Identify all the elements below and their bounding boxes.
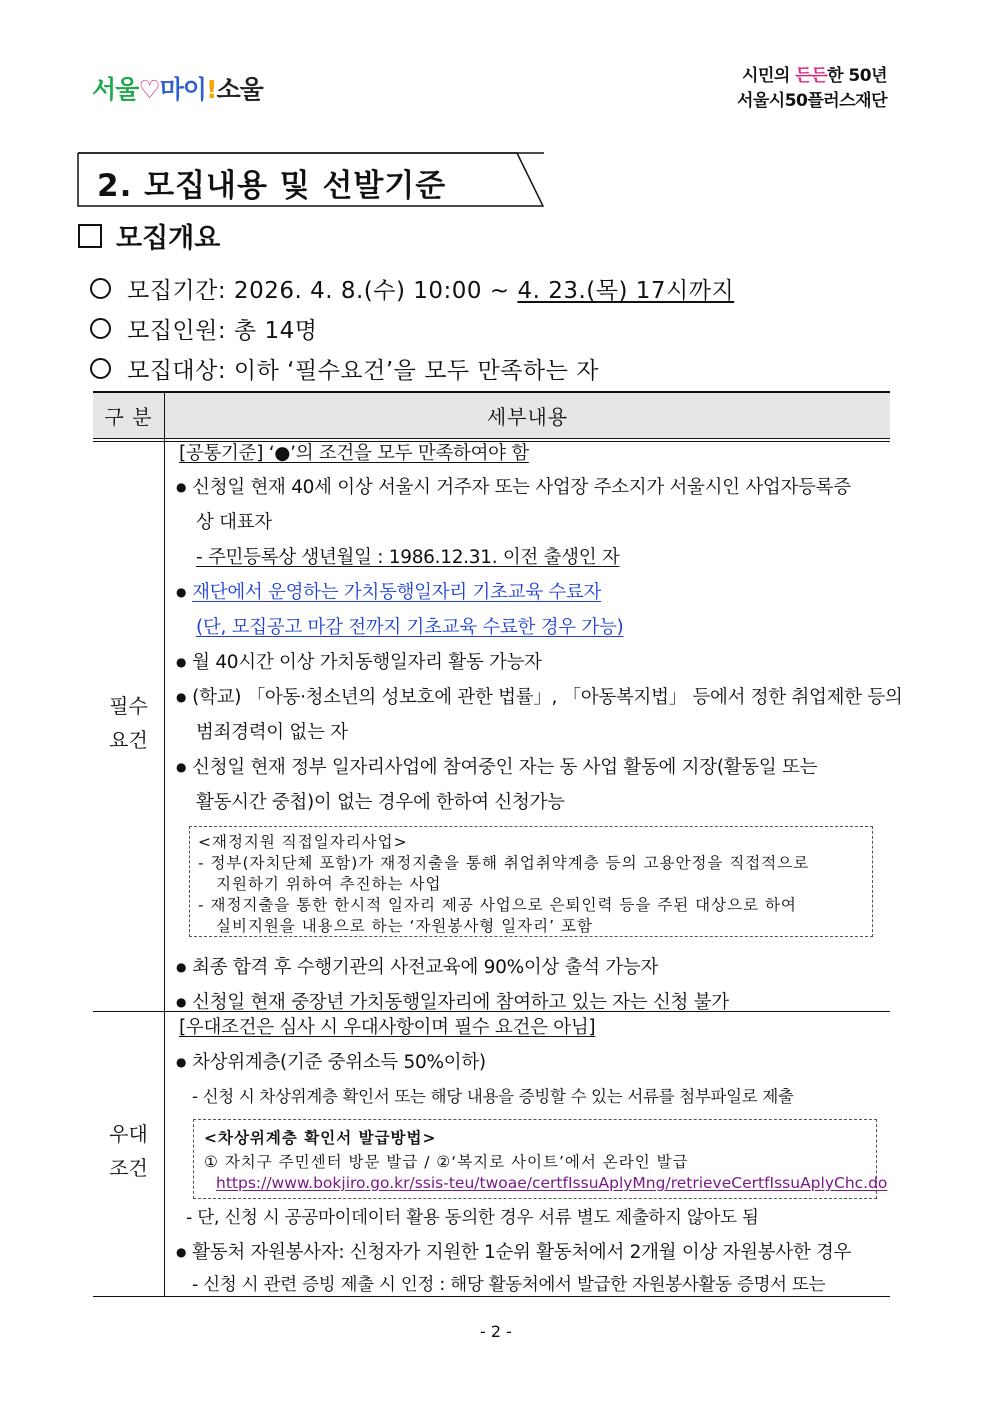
exclamation-icon: ! <box>206 75 217 104</box>
pref-item-low-income: ● 차상위계층(기준 중위소득 50%이하) <box>176 1048 881 1074</box>
recruit-target: 모집대상: 이하 ‘필수요건’을 모두 만족하는 자 <box>90 352 599 385</box>
gov-job-definition-box <box>189 826 873 937</box>
criteria-table <box>93 391 903 1297</box>
preferred-note: [우대조건은 심사 시 우대사항이며 필수 요건은 아님] <box>179 1017 596 1038</box>
pref-item-mydata-note: - 단, 신청 시 공공마이데이터 활용 동의한 경우 서류 별도 제출하지 않아도 됨 <box>186 1208 759 1228</box>
pref-item-low-income-sub: - 신청 시 차상위계층 확인서 또는 해당 내용을 증빙할 수 있는 서류를 첨부파일로 제출 <box>192 1087 794 1106</box>
box-line: 지원하기 위하여 추진하는 사업 <box>216 875 442 893</box>
table-border-bottom <box>93 1296 890 1297</box>
table-border-top <box>93 391 890 393</box>
box-title: <재정지원 직접일자리사업> <box>198 833 408 851</box>
section-title: 2. 모집내용 및 선발기준 <box>97 168 447 204</box>
slogan <box>737 64 887 114</box>
req-item-attendance: ● 최종 합격 후 수행기관의 사전교육에 90%이상 출석 가능자 <box>176 953 881 979</box>
heart-icon: ♡ <box>138 75 160 104</box>
box-line: 실비지원을 내용으로 하는 ‘자원봉사형 일자리’ 포함 <box>216 917 593 935</box>
slogan-line2: 서울시50플러스재단 <box>736 91 887 111</box>
preferred-label: 우대 조건 <box>109 1122 148 1180</box>
req-item-residency: ● 신청일 현재 40세 이상 서울시 거주자 또는 사업장 주소지가 서울시인 사업자등록증 <box>176 473 881 499</box>
column-divider <box>164 391 165 1297</box>
req-item-no-duplicate: ● 신청일 현재 중장년 가치동행일자리에 참여하고 있는 자는 신청 불가 <box>176 988 881 1014</box>
req-item-gov-job: ● 신청일 현재 정부 일자리사업에 참여중인 자는 동 사업 활동에 지장(활동일 또는 <box>176 753 881 779</box>
req-item-training-note: (단, 모집공고 마감 전까지 기초교육 수료한 경우 가능) <box>196 617 624 638</box>
req-item-residency-cont: 상 대표자 <box>196 512 272 533</box>
logo-text-soul: 소울 <box>216 75 263 104</box>
box-title: <차상위계층 확인서 발급방법> <box>204 1129 437 1147</box>
certificate-method-box <box>193 1119 888 1199</box>
logo-text-seoul: 서울 <box>92 75 139 104</box>
pref-item-volunteer-sub: - 신청 시 관련 증빙 제출 시 인정 : 해당 활동처에서 발급한 자원봉사활동 증명서 또는 <box>192 1275 826 1295</box>
req-item-gov-job-cont: 활동시간 중첩)이 없는 경우에 한하여 신청가능 <box>196 792 565 813</box>
circle-bullet-icon <box>90 318 111 339</box>
common-criteria: [공통기준] ‘●’의 조건을 모두 만족하여야 함 <box>179 443 529 464</box>
req-item-training: ● 재단에서 운영하는 가치동행일자리 기초교육 수료자 <box>176 578 881 604</box>
square-bullet-icon <box>78 224 102 248</box>
box-line: ① 자치구 주민센터 방문 발급 / ②‘복지로 사이트’에서 온라인 발급 <box>204 1153 689 1171</box>
circle-bullet-icon <box>90 358 111 379</box>
page-number: - 2 - <box>480 1322 512 1341</box>
required-label: 필수 요건 <box>109 694 148 752</box>
header-details: 세부내용 <box>486 405 569 429</box>
foundation-logo <box>92 70 263 106</box>
req-item-criminal-cont: 범죄경력이 없는 자 <box>196 722 348 743</box>
section-title-box <box>77 152 543 206</box>
header-category: 구 분 <box>104 405 153 429</box>
pref-item-volunteer: ● 활동처 자원봉사자: 신청자가 지원한 1순위 활동처에서 2개월 이상 자원봉사한 경우 <box>176 1238 881 1264</box>
req-item-criminal: ● (학교) 「아동·청소년의 성보호에 관한 법률」, 「아동복지법」 등에서 정한 취업제한 등의 <box>176 683 881 709</box>
subsection-title: 모집개요 <box>78 216 220 255</box>
recruit-period: 모집기간: 2026. 4. 8.(수) 10:00 ~ 4. 23.(목) 17시까지 <box>90 272 734 305</box>
slogan-line1: 시민의 든든한 50년 <box>742 66 887 86</box>
logo-text-my: 마이 <box>159 75 207 104</box>
recruit-count: 모집인원: 총 14명 <box>90 312 317 345</box>
req-item-hours: ● 월 40시간 이상 가치동행일자리 활동 가능자 <box>176 648 881 674</box>
circle-bullet-icon <box>90 278 111 299</box>
box-line: - 정부(자치단체 포함)가 재정지출을 통해 취업취약계층 등의 고용안정을 직접적으로 <box>198 854 810 872</box>
bokjiro-link[interactable]: https://www.bokjiro.go.kr/ssis-teu/twoae/certfIssuAplyMng/retrieveCertfIssuAplyChc.do <box>216 1174 888 1192</box>
req-item-birthdate: - 주민등록상 생년월일 : 1986.12.31. 이전 출생인 자 <box>196 547 620 568</box>
box-line: - 재정지출을 통한 한시적 일자리 제공 사업으로 은퇴인력 등을 주된 대상으로 하여 <box>198 896 797 914</box>
